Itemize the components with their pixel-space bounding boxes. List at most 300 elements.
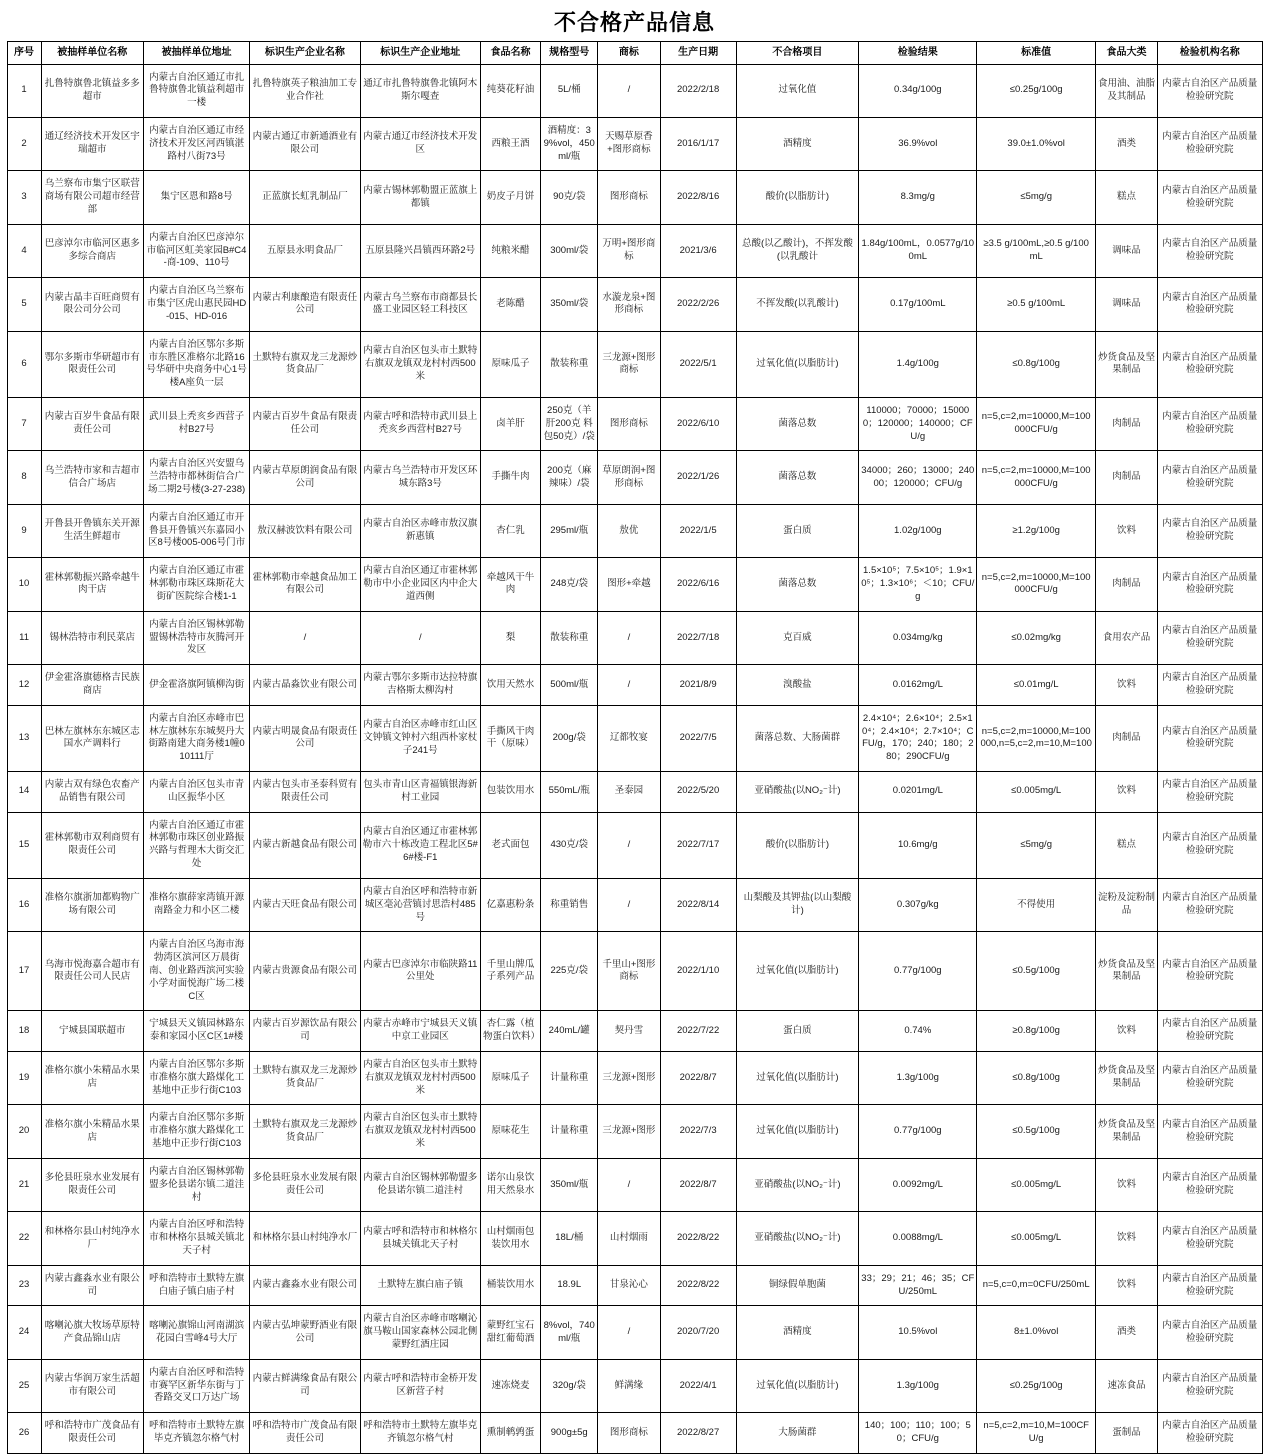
cell: ≥0.8g/100g: [977, 1011, 1095, 1052]
cell: 过氧化值(以脂肪计): [736, 1359, 858, 1412]
cell: ≥1.2g/100g: [977, 504, 1095, 557]
cell: 手撕牛肉: [480, 451, 540, 504]
cell: 内蒙古自治区赤峰市喀喇沁旗马鞍山国家森林公园北侧蒙野红酒庄园: [360, 1306, 480, 1359]
cell: 1.3g/100g: [859, 1359, 977, 1412]
cell: n=5,c=0,m=0CFU/250mL: [977, 1265, 1095, 1306]
cell: 呼和浩特市土默特左旗毕克齐镇忽尔格气村: [360, 1413, 480, 1454]
table-row: [7, 171, 1262, 224]
cell: 亿嘉惠粉条: [480, 878, 540, 931]
header-cell: 被抽样单位地址: [143, 42, 249, 65]
cell: 内蒙古乌兰察布市商都县长盛工业园区轻工科技区: [360, 278, 480, 331]
cell: 内蒙古鑫淼水业有限公司: [41, 1265, 143, 1306]
cell: 乌兰浩特市家和吉超市信合广场店: [41, 451, 143, 504]
cell: 奶皮子月饼: [480, 171, 540, 224]
cell: 总酸(以乙酸计)，不挥发酸(以乳酸计: [736, 224, 858, 277]
cell: 酒精度: [736, 117, 858, 170]
cell: 和林格尔县山村纯净水厂: [250, 1212, 360, 1265]
cell: 内蒙古自治区产品质量检验研究院: [1158, 1105, 1262, 1158]
cell: 2022/8/22: [660, 1212, 736, 1265]
cell: 内蒙古百岁牛食品有限责任公司: [41, 397, 143, 450]
cell: 25: [7, 1359, 41, 1412]
cell: 240mL/罐: [541, 1011, 598, 1052]
cell: 2022/8/7: [660, 1158, 736, 1211]
cell: 18L/桶: [541, 1212, 598, 1265]
header-cell: 规格型号: [541, 42, 598, 65]
cell: 内蒙古自治区赤峰市巴林左旗林东东城契丹大街路南建大商务楼1幢010111厅: [143, 705, 249, 771]
table-row: [7, 224, 1262, 277]
cell: 430克/袋: [541, 812, 598, 878]
cell: 内蒙古自治区锡林郭勒盟多伦县诺尔镇二道洼村: [360, 1158, 480, 1211]
cell: 喀喇沁旗大牧场草原特产食品锦山店: [41, 1306, 143, 1359]
cell: 肉制品: [1095, 705, 1157, 771]
cell: 1.4g/100g: [859, 331, 977, 397]
cell: ≤5mg/g: [977, 812, 1095, 878]
cell: 扎鲁特旗英子粮油加工专业合作社: [250, 64, 360, 117]
cell: 90克/袋: [541, 171, 598, 224]
cell: 内蒙古自治区产品质量检验研究院: [1158, 772, 1262, 813]
cell: 准格尔旗小朱精品水果店: [41, 1052, 143, 1105]
table-row: [7, 504, 1262, 557]
cell: 过氧化值(以脂肪计): [736, 932, 858, 1011]
cell: 熏制鹌鹑蛋: [480, 1413, 540, 1454]
cell: 内蒙古呼和浩特市金桥开发区新营子村: [360, 1359, 480, 1412]
cell: 速冻烧麦: [480, 1359, 540, 1412]
header-cell: 不合格项目: [736, 42, 858, 65]
cell: 1.02g/100g: [859, 504, 977, 557]
cell: 集宁区恩和路8号: [143, 171, 249, 224]
cell: 呼和浩特市广茂食品有限责任公司: [250, 1413, 360, 1454]
cell: 敖优: [598, 504, 660, 557]
cell: 2: [7, 117, 41, 170]
cell: 饮料: [1095, 1212, 1157, 1265]
cell: 内蒙古自治区包头市土默特右旗双龙镇双龙村村西500米: [360, 331, 480, 397]
table-header: [7, 42, 1262, 65]
cell: 万明+图形商标: [598, 224, 660, 277]
cell: 不得使用: [977, 878, 1095, 931]
header-cell: 生产日期: [660, 42, 736, 65]
cell: ≤0.005mg/L: [977, 1158, 1095, 1211]
cell: 内蒙古自治区赤峰市红山区文钟镇文钟村六组西朴家杖子241号: [360, 705, 480, 771]
table-row: [7, 1105, 1262, 1158]
cell: 内蒙古呼和浩特市武川县上秃亥乡西营村B27号: [360, 397, 480, 450]
cell: 10.5%vol: [859, 1306, 977, 1359]
cell: 23: [7, 1265, 41, 1306]
cell: 大肠菌群: [736, 1413, 858, 1454]
cell: 内蒙古晶丰百旺商贸有限公司分公司: [41, 278, 143, 331]
cell: 550mL/瓶: [541, 772, 598, 813]
cell: 1.5×10⁵；7.5×10⁵；1.9×10⁵；1.3×10⁶；＜10；CFU/g: [859, 558, 977, 611]
cell: 内蒙古自治区产品质量检验研究院: [1158, 224, 1262, 277]
cell: 图形+牵越: [598, 558, 660, 611]
cell: /: [360, 611, 480, 664]
cell: 食用农产品: [1095, 611, 1157, 664]
cell: 内蒙古自治区包头市土默特右旗双龙镇双龙村村西500米: [360, 1105, 480, 1158]
cell: 内蒙古巴彦淖尔市临陕路11公里处: [360, 932, 480, 1011]
cell: ≤5mg/g: [977, 171, 1095, 224]
cell: 山村烟雨包装饮用水: [480, 1212, 540, 1265]
cell: 菌落总数、大肠菌群: [736, 705, 858, 771]
cell: 0.17g/100mL: [859, 278, 977, 331]
table-body: [7, 64, 1262, 1453]
cell: 2022/5/20: [660, 772, 736, 813]
cell: 2021/3/6: [660, 224, 736, 277]
cell: 伊金霍洛旗阿镇柳沟街: [143, 665, 249, 706]
cell: 巴林左旗林东东城区志国水产调料行: [41, 705, 143, 771]
cell: 准格尔旗薛家湾镇开源南路金力和小区二楼: [143, 878, 249, 931]
table-row: [7, 1011, 1262, 1052]
cell: 图形商标: [598, 171, 660, 224]
cell: 多伦县旺泉水业发展有限责任公司: [250, 1158, 360, 1211]
cell: 诺尔山泉饮用天然泉水: [480, 1158, 540, 1211]
cell: 蛋白质: [736, 1011, 858, 1052]
cell: 2022/7/18: [660, 611, 736, 664]
cell: 2022/7/3: [660, 1105, 736, 1158]
cell: 五原县隆兴昌镇西环路2号: [360, 224, 480, 277]
cell: 正蓝旗长虹乳制品厂: [250, 171, 360, 224]
table-row: [7, 1359, 1262, 1412]
cell: 内蒙古鲜满缘食品有限公司: [250, 1359, 360, 1412]
cell: 内蒙古自治区产品质量检验研究院: [1158, 451, 1262, 504]
cell: 18: [7, 1011, 41, 1052]
cell: 内蒙古自治区赤峰市敖汉旗新惠镇: [360, 504, 480, 557]
cell: ≥0.5 g/100mL: [977, 278, 1095, 331]
cell: 内蒙古通辽市新通酒业有限公司: [250, 117, 360, 170]
cell: 老式面包: [480, 812, 540, 878]
table-row: [7, 1158, 1262, 1211]
cell: 2022/1/5: [660, 504, 736, 557]
cell: 2022/8/7: [660, 1052, 736, 1105]
cell: 内蒙古自治区产品质量检验研究院: [1158, 611, 1262, 664]
cell: 酸价(以脂肪计): [736, 812, 858, 878]
cell: 2022/8/27: [660, 1413, 736, 1454]
cell: 内蒙古自治区鄂尔多斯市准格尔旗大路煤化工基地中正步行街C103: [143, 1105, 249, 1158]
cell: 2022/8/14: [660, 878, 736, 931]
cell: 巴彦淖尔市临河区惠多多综合商店: [41, 224, 143, 277]
cell: 0.77g/100g: [859, 932, 977, 1011]
cell: 500ml/瓶: [541, 665, 598, 706]
cell: 0.0088mg/L: [859, 1212, 977, 1265]
cell: 菌落总数: [736, 558, 858, 611]
cell: 溴酸盐: [736, 665, 858, 706]
products-table: [7, 41, 1263, 1454]
cell: 包装饮用水: [480, 772, 540, 813]
cell: 16: [7, 878, 41, 931]
cell: 内蒙古华润万家生活超市有限公司: [41, 1359, 143, 1412]
cell: 酒精度: [736, 1306, 858, 1359]
table-row: [7, 878, 1262, 931]
cell: 0.0092mg/L: [859, 1158, 977, 1211]
cell: 内蒙古自治区通辽市扎鲁特旗鲁北镇益利超市一楼: [143, 64, 249, 117]
cell: 内蒙古晶淼饮业有限公司: [250, 665, 360, 706]
table-row: [7, 1306, 1262, 1359]
cell: 内蒙古自治区产品质量检验研究院: [1158, 1306, 1262, 1359]
cell: 内蒙古自治区鄂尔多斯市准格尔旗大路煤化工基地中正步行街C103: [143, 1052, 249, 1105]
cell: 炒货食品及坚果制品: [1095, 1052, 1157, 1105]
cell: 肉制品: [1095, 451, 1157, 504]
cell: 不挥发酸(以乳酸计): [736, 278, 858, 331]
header-cell: 标识生产企业地址: [360, 42, 480, 65]
cell: 包头市青山区青福镇银海新村工业园: [360, 772, 480, 813]
cell: 0.0201mg/L: [859, 772, 977, 813]
cell: 1: [7, 64, 41, 117]
cell: 图形商标: [598, 397, 660, 450]
cell: 杏仁乳: [480, 504, 540, 557]
cell: 糕点: [1095, 812, 1157, 878]
cell: 糕点: [1095, 171, 1157, 224]
header-row: [7, 42, 1262, 65]
cell: 土默特右旗双龙三龙源炒货食品厂: [250, 1052, 360, 1105]
cell: 过氧化值(以脂肪计): [736, 331, 858, 397]
cell: 10: [7, 558, 41, 611]
cell: 内蒙古自治区产品质量检验研究院: [1158, 1011, 1262, 1052]
cell: 山梨酸及其钾盐(以山梨酸计): [736, 878, 858, 931]
cell: 24: [7, 1306, 41, 1359]
cell: 内蒙古自治区产品质量检验研究院: [1158, 171, 1262, 224]
cell: 2020/7/20: [660, 1306, 736, 1359]
cell: 内蒙古自治区产品质量检验研究院: [1158, 278, 1262, 331]
cell: 内蒙古自治区产品质量检验研究院: [1158, 705, 1262, 771]
cell: 7: [7, 397, 41, 450]
cell: 0.034mg/kg: [859, 611, 977, 664]
cell: 梨: [480, 611, 540, 664]
cell: 霍林郭勒市牵越食品加工有限公司: [250, 558, 360, 611]
cell: 2022/7/5: [660, 705, 736, 771]
cell: 内蒙古自治区乌兰察布市集宁区虎山惠民园HD-015、HD-016: [143, 278, 249, 331]
cell: 2022/2/18: [660, 64, 736, 117]
cell: 内蒙古自治区产品质量检验研究院: [1158, 1158, 1262, 1211]
cell: 酒类: [1095, 1306, 1157, 1359]
cell: 甘泉沁心: [598, 1265, 660, 1306]
cell: 呼和浩特市广茂食品有限责任公司: [41, 1413, 143, 1454]
cell: 内蒙古自治区产品质量检验研究院: [1158, 932, 1262, 1011]
cell: 蛋白质: [736, 504, 858, 557]
cell: n=5,c=2,m=10000,M=100000CFU/g: [977, 558, 1095, 611]
cell: 老陈醋: [480, 278, 540, 331]
header-cell: 序号: [7, 42, 41, 65]
cell: ≤0.5g/100g: [977, 1105, 1095, 1158]
cell: 圣泰园: [598, 772, 660, 813]
cell: ≤0.5g/100g: [977, 932, 1095, 1011]
cell: 13: [7, 705, 41, 771]
cell: 36.9%vol: [859, 117, 977, 170]
cell: 菌落总数: [736, 397, 858, 450]
cell: 内蒙古自治区产品质量检验研究院: [1158, 1359, 1262, 1412]
cell: 手撕风干肉干（原味）: [480, 705, 540, 771]
cell: 5L/桶: [541, 64, 598, 117]
cell: 8: [7, 451, 41, 504]
cell: 和林格尔县山村纯净水厂: [41, 1212, 143, 1265]
cell: 呼和浩特市土默特左旗毕克齐镇忽尔格气村: [143, 1413, 249, 1454]
cell: 2022/4/1: [660, 1359, 736, 1412]
cell: 三龙源+图形: [598, 1052, 660, 1105]
cell: ≤0.01mg/L: [977, 665, 1095, 706]
cell: 称重销售: [541, 878, 598, 931]
cell: 土默特左旗白庙子镇: [360, 1265, 480, 1306]
cell: 内蒙古锡林郭勒盟正蓝旗上都镇: [360, 171, 480, 224]
cell: 内蒙古百岁源饮品有限公司: [250, 1011, 360, 1052]
table-row: [7, 932, 1262, 1011]
cell: 内蒙古贵源食品有限公司: [250, 932, 360, 1011]
cell: 0.77g/100g: [859, 1105, 977, 1158]
cell: 2022/1/10: [660, 932, 736, 1011]
cell: /: [598, 665, 660, 706]
cell: 内蒙古乌兰浩特市开发区环城东路3号: [360, 451, 480, 504]
header-cell: 食品大类: [1095, 42, 1157, 65]
table-row: [7, 278, 1262, 331]
cell: 内蒙古弘坤蒙野酒业有限公司: [250, 1306, 360, 1359]
cell: 武川县上秃亥乡西营子村B27号: [143, 397, 249, 450]
cell: 内蒙古自治区产品质量检验研究院: [1158, 504, 1262, 557]
cell: 辽都牧宴: [598, 705, 660, 771]
cell: 0.307g/kg: [859, 878, 977, 931]
cell: 草原朗润+图形商标: [598, 451, 660, 504]
cell: n=5,c=2,m=10000,M=100000,n=5,c=2,m=10,M=100: [977, 705, 1095, 771]
cell: 2022/8/16: [660, 171, 736, 224]
cell: 22: [7, 1212, 41, 1265]
cell: 锡林浩特市利民菜店: [41, 611, 143, 664]
cell: 过氧化值: [736, 64, 858, 117]
cell: ≤0.8g/100g: [977, 331, 1095, 397]
cell: 亚硝酸盐(以NO₂⁻计): [736, 1212, 858, 1265]
cell: 350ml/瓶: [541, 1158, 598, 1211]
cell: 三龙源+图形: [598, 1105, 660, 1158]
cell: 34000；260；13000；24000；120000；CFU/g: [859, 451, 977, 504]
cell: 1.84g/100mL，0.0577g/100mL: [859, 224, 977, 277]
cell: 准格尔旗浙加都购物广场有限公司: [41, 878, 143, 931]
cell: 酸价(以脂肪计): [736, 171, 858, 224]
cell: 饮料: [1095, 665, 1157, 706]
cell: 内蒙古赤峰市宁城县天义镇中京工业园区: [360, 1011, 480, 1052]
cell: /: [598, 1306, 660, 1359]
cell: 内蒙古自治区通辽市霍林郭勒市六十栋改造工程北区5#6#楼-F1: [360, 812, 480, 878]
table-row: [7, 1212, 1262, 1265]
cell: 140；100；110；100；50；CFU/g: [859, 1413, 977, 1454]
cell: 内蒙古包头市圣泰科贸有限责任公司: [250, 772, 360, 813]
cell: 多伦县旺泉水业发展有限责任公司: [41, 1158, 143, 1211]
cell: 1.3g/100g: [859, 1052, 977, 1105]
cell: 20: [7, 1105, 41, 1158]
cell: 食用油、油脂及其制品: [1095, 64, 1157, 117]
cell: 295ml/瓶: [541, 504, 598, 557]
table-row: [7, 331, 1262, 397]
cell: 通辽经济技术开发区宇瑞超市: [41, 117, 143, 170]
cell: 320g/袋: [541, 1359, 598, 1412]
cell: 内蒙古自治区呼和浩特市新城区毫沁营镇讨思浩村485号: [360, 878, 480, 931]
cell: 900g±5g: [541, 1413, 598, 1454]
cell: 图形商标: [598, 1413, 660, 1454]
table-row: [7, 558, 1262, 611]
header-cell: 食品名称: [480, 42, 540, 65]
cell: 2022/7/22: [660, 1011, 736, 1052]
cell: 霍林郭勒振兴路牵越牛肉干店: [41, 558, 143, 611]
cell: 饮料: [1095, 1158, 1157, 1211]
cell: 内蒙古自治区呼和浩特市和林格尔县城关镇北天子村: [143, 1212, 249, 1265]
cell: 内蒙古自治区产品质量检验研究院: [1158, 1413, 1262, 1454]
cell: 千里山牌瓜子系列产品: [480, 932, 540, 1011]
cell: 炒货食品及坚果制品: [1095, 331, 1157, 397]
cell: 内蒙古自治区产品质量检验研究院: [1158, 1212, 1262, 1265]
cell: 原味花生: [480, 1105, 540, 1158]
cell: 蛋制品: [1095, 1413, 1157, 1454]
table-row: [7, 64, 1262, 117]
cell: 内蒙古利康酿造有限责任公司: [250, 278, 360, 331]
header-cell: 标识生产企业名称: [250, 42, 360, 65]
cell: ≥3.5 g/100mL,≥0.5 g/100mL: [977, 224, 1095, 277]
cell: 准格尔旗小朱精品水果店: [41, 1105, 143, 1158]
cell: 饮料: [1095, 1265, 1157, 1306]
cell: 开鲁县开鲁镇东关开源生活生鲜超市: [41, 504, 143, 557]
cell: 225克/袋: [541, 932, 598, 1011]
cell: 19: [7, 1052, 41, 1105]
cell: 契丹雪: [598, 1011, 660, 1052]
header-cell: 检验结果: [859, 42, 977, 65]
cell: 内蒙古自治区产品质量检验研究院: [1158, 558, 1262, 611]
cell: 喀喇沁旗锦山河南湖滨花园白雪峰4号大厅: [143, 1306, 249, 1359]
cell: 15: [7, 812, 41, 878]
cell: 内蒙古自治区锡林郭勒盟多伦县诺尔镇二道洼村: [143, 1158, 249, 1211]
cell: 纯葵花籽油: [480, 64, 540, 117]
cell: n=5,c=2,m=10,M=100CFU/g: [977, 1413, 1095, 1454]
cell: 内蒙古自治区包头市土默特右旗双龙镇双龙村村西500米: [360, 1052, 480, 1105]
table-row: [7, 812, 1262, 878]
cell: 炒货食品及坚果制品: [1095, 932, 1157, 1011]
cell: 乌海市悦海嘉合超市有限责任公司人民店: [41, 932, 143, 1011]
cell: 39.0±1.0%vol: [977, 117, 1095, 170]
cell: 内蒙古自治区通辽市霍林郭勒市珠区创业路振兴路与哲理木大街交汇处: [143, 812, 249, 878]
cell: 内蒙古新越食品有限公司: [250, 812, 360, 878]
cell: 肉制品: [1095, 558, 1157, 611]
cell: 14: [7, 772, 41, 813]
table-row: [7, 1052, 1262, 1105]
cell: 铜绿假单胞菌: [736, 1265, 858, 1306]
cell: 11: [7, 611, 41, 664]
cell: 纯粮米醋: [480, 224, 540, 277]
cell: 调味品: [1095, 224, 1157, 277]
cell: 17: [7, 932, 41, 1011]
cell: 内蒙古天旺食品有限公司: [250, 878, 360, 931]
cell: 桶装饮用水: [480, 1265, 540, 1306]
cell: 伊金霍洛旗德格吉民族商店: [41, 665, 143, 706]
cell: 菌落总数: [736, 451, 858, 504]
cell: 内蒙古自治区产品质量检验研究院: [1158, 812, 1262, 878]
cell: n=5,c=2,m=10000,M=100000CFU/g: [977, 451, 1095, 504]
cell: 亚硝酸盐(以NO₂⁻计): [736, 1158, 858, 1211]
cell: 26: [7, 1413, 41, 1454]
cell: ≤0.005mg/L: [977, 1212, 1095, 1265]
cell: 5: [7, 278, 41, 331]
cell: /: [250, 611, 360, 664]
cell: 酒类: [1095, 117, 1157, 170]
cell: 千里山+图形商标: [598, 932, 660, 1011]
page-title: 不合格产品信息: [553, 10, 715, 35]
cell: 内蒙古百岁牛食品有限责任公司: [250, 397, 360, 450]
cell: 2022/5/1: [660, 331, 736, 397]
cell: 内蒙古自治区乌海市海勃湾区滨河区万晨街南、创业路西滨河实验小学对面悦海广场二楼C区: [143, 932, 249, 1011]
cell: 内蒙古自治区巴彦淖尔市临河区虹美家园B#C4-商-109、110号: [143, 224, 249, 277]
cell: 过氧化值(以脂肪计): [736, 1105, 858, 1158]
cell: 250克（羊肝200克 料包50克）/袋: [541, 397, 598, 450]
cell: /: [598, 64, 660, 117]
header-cell: 标准值: [977, 42, 1095, 65]
table-row: [7, 705, 1262, 771]
cell: 2016/1/17: [660, 117, 736, 170]
table-row: [7, 1265, 1262, 1306]
cell: 内蒙古自治区包头市青山区振华小区: [143, 772, 249, 813]
cell: 8±1.0%vol: [977, 1306, 1095, 1359]
cell: 内蒙古自治区产品质量检验研究院: [1158, 64, 1262, 117]
cell: 2022/6/10: [660, 397, 736, 450]
cell: 过氧化值(以脂肪计): [736, 1052, 858, 1105]
